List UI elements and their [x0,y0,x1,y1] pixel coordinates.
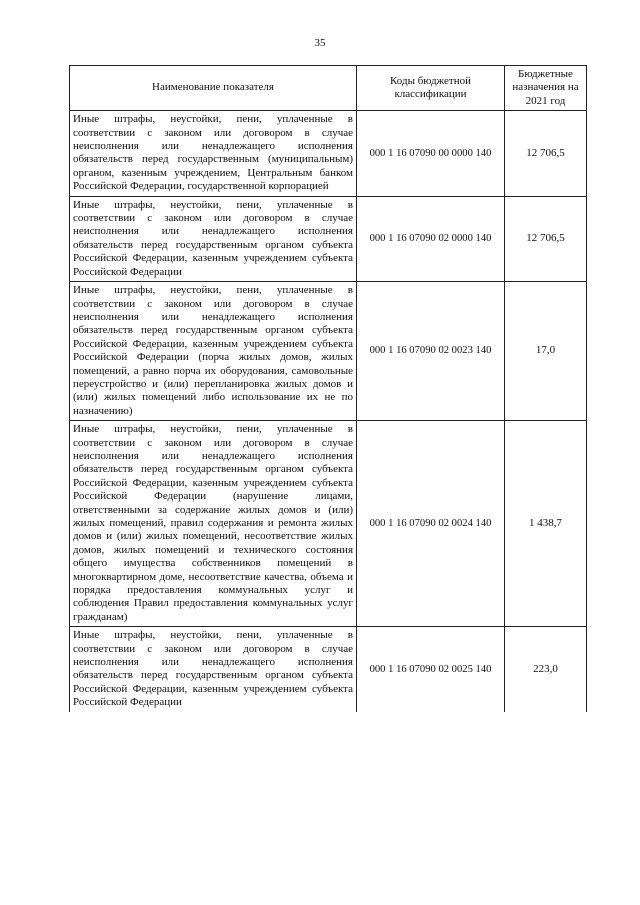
table-header-row [70,66,587,111]
amount-cell: 12 706,5 [505,196,587,281]
table-row [70,196,587,281]
indicator-name-cell: Иные штрафы, неустойки, пени, уплаченные в соответствии с законом или договором в случае неисполнения или ненадлежащего исполнения обязательств перед государственным органом субъекта Российской Федерации, казенным учреждением субъекта Российской Федерации (нарушение лицами, ответственными за содержание жилых домов и (или) жилых помещений, правил содержания и ремонта жилых домов и (или) жилых помещений, несоответствие жилых домов, жилых помещений и технического состояния общего имущества собственников помещений в многоквартирном доме, несоответствие качества, объема и порядка предоставления коммунальных услуг и соблюдения Правил предоставления коммунальных услуг гражданам) [70,421,357,627]
indicator-name-cell: Иные штрафы, неустойки, пени, уплаченные в соответствии с законом или договором в случае неисполнения или ненадлежащего исполнения обязательств перед государственным органом субъекта Российской Федерации, казенным учреждением субъекта Российской Федерации (порча жилых домов, жилых помещений, а равно порча их оборудования, самовольные переустройство и (или) перепланировка жилых домов и (или) жилых помещений либо использование их не по назначению) [70,282,357,421]
table-row [70,421,587,627]
budget-table [69,65,587,712]
header-indicator-name: Наименование показателя [70,66,357,111]
indicator-name-cell: Иные штрафы, неустойки, пени, уплаченные в соответствии с законом или договором в случае неисполнения или ненадлежащего исполнения обязательств перед государственным (муниципальным) органом, казенным учреждением, Центральным банком Российской Федерации, государственной корпорацией [70,111,357,196]
header-budget-assignments: Бюджетные назначения на 2021 год [505,66,587,111]
indicator-name-cell: Иные штрафы, неустойки, пени, уплаченные в соответствии с законом или договором в случае неисполнения или ненадлежащего исполнения обязательств перед государственным органом субъекта Российской Федерации, казенным учреждением субъекта Российской Федерации [70,196,357,281]
page-number: 35 [314,37,326,49]
budget-code-cell: 000 1 16 07090 02 0023 140 [357,282,505,421]
amount-cell: 1 438,7 [505,421,587,627]
indicator-name-cell: Иные штрафы, неустойки, пени, уплаченные в соответствии с законом или договором в случае неисполнения или ненадлежащего исполнения обязательств перед государственным органом субъекта Российской Федерации, казенным учреждением субъекта Российской Федерации [70,627,357,712]
budget-code-cell: 000 1 16 07090 02 0000 140 [357,196,505,281]
table-row [70,627,587,712]
table-row [70,111,587,196]
amount-cell: 12 706,5 [505,111,587,196]
budget-code-cell: 000 1 16 07090 02 0025 140 [357,627,505,712]
table-row [70,282,587,421]
budget-code-cell: 000 1 16 07090 02 0024 140 [357,421,505,627]
amount-cell: 223,0 [505,627,587,712]
budget-code-cell: 000 1 16 07090 00 0000 140 [357,111,505,196]
header-budget-codes: Коды бюджетной классификации [357,66,505,111]
amount-cell: 17,0 [505,282,587,421]
